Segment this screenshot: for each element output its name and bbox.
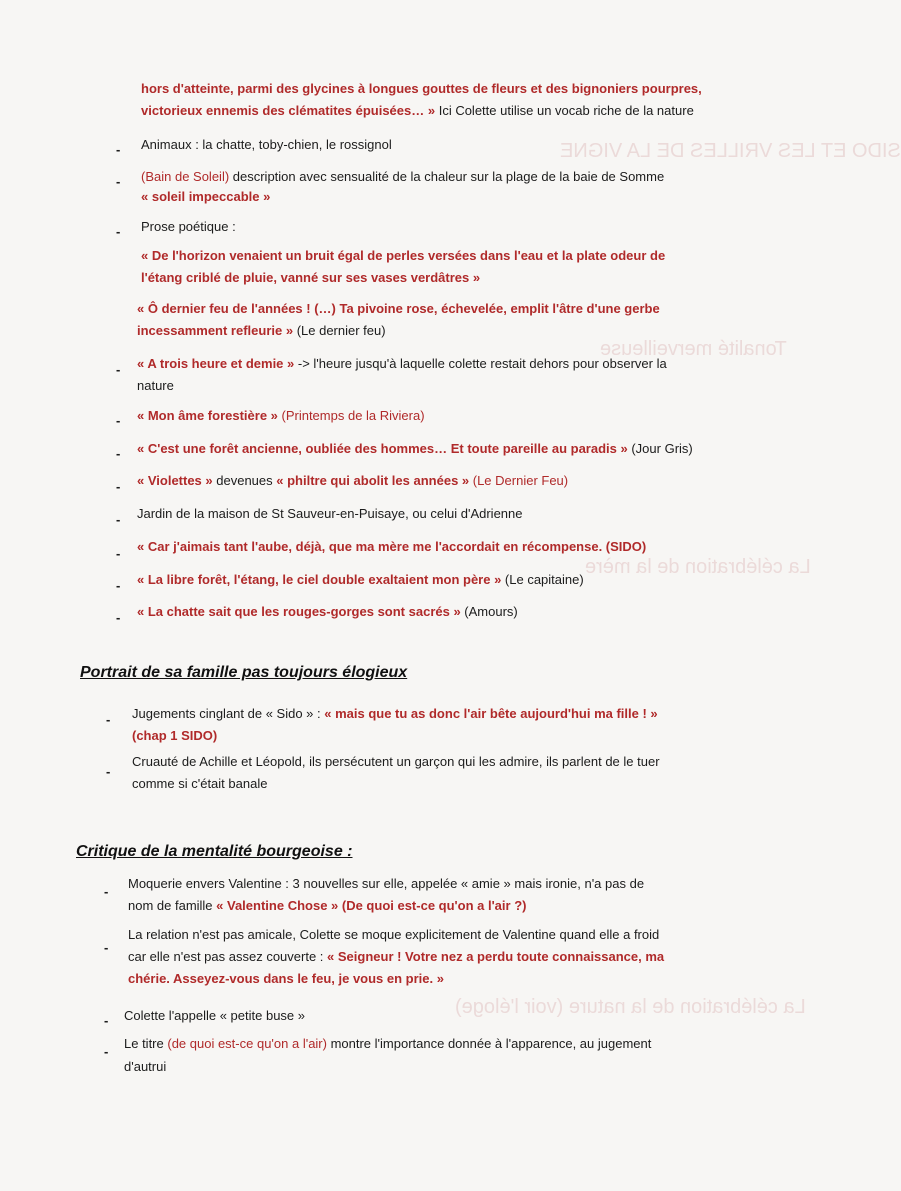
quote-text: « A trois heure et demie » xyxy=(137,356,295,371)
reference-text: (chap 1 SIDO) xyxy=(132,728,218,743)
comment-text: Jugements cinglant de « Sido » : xyxy=(132,706,325,721)
bullet-dash: - xyxy=(116,142,121,157)
quote-text: « C'est une forêt ancienne, oubliée des hommes… Et toute pareille au paradis » xyxy=(137,441,628,456)
quote-text: « La libre forêt, l'étang, le ciel double exaltaient mon père » xyxy=(137,572,502,587)
list-item-continuation: d'autrui xyxy=(124,1059,167,1074)
bullet-dash: - xyxy=(106,764,111,779)
intro-line-2 xyxy=(141,100,694,122)
bleed-through-heading: La célébration de la nature (voir l'éloge) xyxy=(455,996,806,1018)
bullet-dash: - xyxy=(116,512,121,527)
quote-text: « Seigneur ! Votre nez a perdu toute connaissance, ma xyxy=(327,949,665,964)
quote-text: incessamment refleurie » xyxy=(137,323,294,338)
reference-text: (Amours) xyxy=(460,604,518,619)
reference-text: (Printemps de la Riviera) xyxy=(277,408,425,423)
quote-text: « Valentine Chose » (De quoi est-ce qu'on a l'air ?) xyxy=(216,898,527,913)
reference-text: (Le Dernier Feu) xyxy=(469,473,569,488)
bullet-dash: - xyxy=(106,712,111,727)
list-item xyxy=(137,470,568,492)
bullet-dash: - xyxy=(104,1013,109,1028)
quote-text: « Ô dernier feu de l'années ! (…) Ta pivoine rose, échevelée, emplit l'âtre d'une gerbe xyxy=(137,301,660,316)
bullet-dash: - xyxy=(116,479,121,494)
list-item xyxy=(128,895,526,917)
bullet-dash: - xyxy=(116,610,121,625)
list-item xyxy=(132,703,658,725)
reference-text: (Bain de Soleil) xyxy=(141,169,230,184)
list-item: Jardin de la maison de St Sauveur-en-Puisaye, ou celui d'Adrienne xyxy=(137,506,523,521)
list-item: Animaux : la chatte, toby-chien, le rossignol xyxy=(141,137,392,152)
bullet-dash: - xyxy=(116,174,121,189)
intro-line-1: hors d'atteinte, parmi des glycines à longues gouttes de fleurs et des bignoniers pourpres, xyxy=(141,81,702,96)
quote-text: chérie. Asseyez-vous dans le feu, je vous en prie. » xyxy=(128,971,444,986)
list-item: La relation n'est pas amicale, Colette se moque explicitement de Valentine quand elle a froid xyxy=(128,927,660,942)
bullet-dash: - xyxy=(116,362,121,377)
list-item xyxy=(137,320,386,342)
list-item xyxy=(137,569,584,591)
comment-text: -> l'heure jusqu'à laquelle colette restait dehors pour observer la xyxy=(294,356,667,371)
reference-text: (Jour Gris) xyxy=(627,441,693,456)
bullet-dash: - xyxy=(116,546,121,561)
quote-text: « mais que tu as donc l'air bête aujourd'hui ma fille ! » xyxy=(324,706,658,721)
list-item: Colette l'appelle « petite buse » xyxy=(124,1008,305,1023)
list-item xyxy=(137,353,667,375)
quote-text: « philtre qui abolit les années » xyxy=(276,473,470,488)
list-item xyxy=(137,405,425,427)
bleed-through-heading: Tonalité merveilleuse xyxy=(600,338,787,360)
quote-text: « Mon âme forestière » xyxy=(137,408,278,423)
bleed-through-title: SIDO ET LES VRILLES DE LA VIGNE xyxy=(560,140,901,162)
list-item xyxy=(137,601,518,623)
bullet-dash: - xyxy=(104,940,109,955)
reference-text: (Le capitaine) xyxy=(501,572,584,587)
section-heading-family: Portrait de sa famille pas toujours élogieux xyxy=(80,664,408,681)
comment-text: description avec sensualité de la chaleur sur la plage de la baie de Somme xyxy=(229,169,665,184)
quote-text: victorieux ennemis des clématites épuisées… » xyxy=(141,103,436,118)
bullet-dash: - xyxy=(116,446,121,461)
comment-text: Le titre xyxy=(124,1036,168,1051)
bullet-dash: - xyxy=(116,413,121,428)
comment-text: montre l'importance donnée à l'apparence, au jugement xyxy=(326,1036,652,1051)
list-item: Moquerie envers Valentine : 3 nouvelles sur elle, appelée « amie » mais ironie, n'a pas de xyxy=(128,876,645,891)
bullet-dash: - xyxy=(104,884,109,899)
quote-text: « La chatte sait que les rouges-gorges sont sacrés » xyxy=(137,604,461,619)
comment-text: devenues xyxy=(212,473,277,488)
list-item xyxy=(141,166,664,188)
list-item-continuation: nature xyxy=(137,378,174,393)
list-item-continuation: comme si c'était banale xyxy=(132,776,268,791)
bleed-through-heading: La célébration de la mère xyxy=(585,556,811,578)
comment-text: Ici Colette utilise un vocab riche de la nature xyxy=(435,103,694,118)
quote-text: « De l'horizon venaient un bruit égal de perles versées dans l'eau et la plate odeur de xyxy=(141,248,666,263)
reference-text: (de quoi est-ce qu'on a l'air) xyxy=(167,1036,327,1051)
comment-text: car elle n'est pas assez couverte : xyxy=(128,949,328,964)
list-item xyxy=(124,1033,651,1055)
list-item: Cruauté de Achille et Léopold, ils persécutent un garçon qui les admire, ils parlent de le tuer xyxy=(132,754,660,769)
bullet-dash: - xyxy=(116,578,121,593)
bullet-dash: - xyxy=(104,1044,109,1059)
quote-text: « soleil impeccable » xyxy=(141,189,271,204)
list-item xyxy=(137,438,693,460)
quote-text: l'étang criblé de pluie, vanné sur ses vases verdâtres » xyxy=(141,270,481,285)
bullet-dash: - xyxy=(116,224,121,239)
quote-text: « Violettes » xyxy=(137,473,213,488)
quote-text: « Car j'aimais tant l'aube, déjà, que ma mère me l'accordait en récompense. (SIDO) xyxy=(137,539,647,554)
reference-text: (Le dernier feu) xyxy=(293,323,386,338)
comment-text: nom de famille xyxy=(128,898,217,913)
section-heading-bourgeoisie: Critique de la mentalité bourgeoise : xyxy=(76,843,353,860)
list-item xyxy=(128,946,664,968)
list-item: Prose poétique : xyxy=(141,219,236,234)
